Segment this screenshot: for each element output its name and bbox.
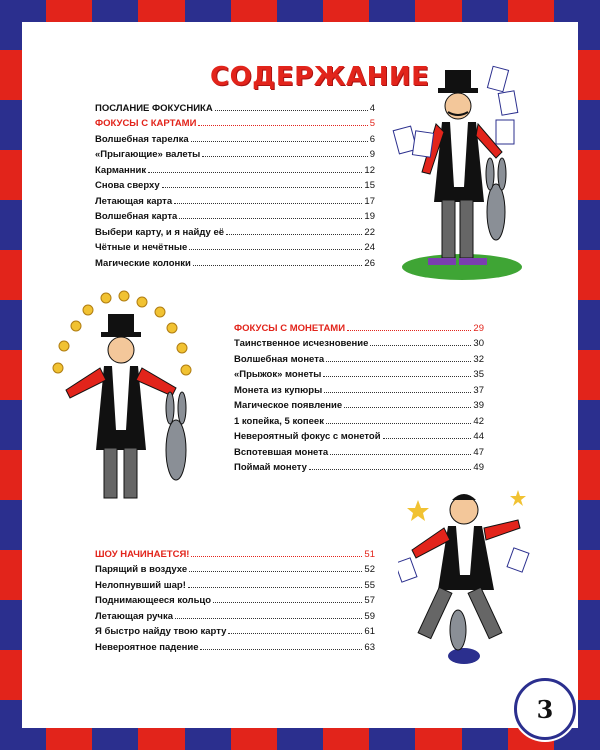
toc-entry-page: 5 [369,118,375,129]
border-stripe [578,100,600,150]
toc-entry [95,176,375,192]
magician-coins-illustration [36,290,206,505]
toc-leader-dots [309,469,472,470]
toc-entry-page: 26 [364,257,375,269]
border-stripe [508,0,554,22]
toc-entry-page: 4 [369,102,375,114]
border-stripe [462,728,508,750]
border-stripe [185,0,231,22]
toc-entry-label: Летающая карта [95,195,173,207]
border-stripe [277,728,323,750]
toc-entry [234,411,484,427]
border-stripe [46,0,92,22]
toc-leader-dots [202,156,367,157]
toc-entry-label: Волшебная монета [234,353,325,365]
toc-entry [95,591,375,607]
toc-leader-dots [215,110,368,111]
toc-leader-dots [383,438,472,439]
toc-entry-page: 57 [364,595,375,606]
border-stripe [231,728,277,750]
toc-entry [234,442,484,458]
toc-entry-label: Волшебная тарелка [95,133,189,145]
toc-entry-page: 52 [364,564,375,575]
toc-leader-dots [323,376,471,377]
toc-entry-label: ПОСЛАНИЕ ФОКУСНИКА [95,102,213,114]
toc-show-section [95,544,375,653]
toc-entry-page: 59 [364,610,375,622]
toc-entry [234,365,484,381]
border-stripe [578,150,600,200]
toc-leader-dots [179,218,362,219]
toc-leader-dots [326,423,471,424]
border-stripe [462,0,508,22]
border-stripe [0,300,22,350]
border-stripe [415,728,461,750]
border-stripe [578,300,600,350]
border-stripe [323,0,369,22]
border-stripe [0,150,22,200]
border-stripe [231,0,277,22]
toc-entry-label: Поднимающееся кольцо [95,595,212,606]
toc-entry [95,575,375,591]
toc-leader-dots [188,587,363,588]
border-stripe [0,50,22,100]
toc-entry-label: Я быстро найду твою карту [95,626,227,637]
toc-entry-page: 24 [364,242,375,253]
border-stripe [578,350,600,400]
toc-entry-label: Выбери карту, и я найду её [95,226,225,238]
border-stripe [0,0,22,50]
border-stripe [578,400,600,450]
toc-entry-page: 63 [364,641,375,653]
toc-entry-label: «Прыгающие» валеты [95,149,201,160]
toc-entry [95,544,375,560]
toc-entry-label: Магические колонки [95,257,191,269]
border-stripe [0,400,22,450]
toc-entry [234,458,484,474]
toc-leader-dots [193,265,363,266]
toc-entry [234,380,484,396]
border-bottom [0,728,600,750]
border-stripe [0,650,22,700]
toc-entry-label: Карманник [95,164,147,176]
toc-entry-label: Невероятное падение [95,641,199,653]
toc-entry-page: 42 [473,415,484,427]
toc-leader-dots [198,125,367,126]
toc-entry-page: 55 [364,579,375,591]
border-stripe [185,728,231,750]
border-stripe [277,0,323,22]
toc-entry [234,318,484,334]
page-number-badge: 3 [514,678,576,740]
toc-entry-label: Волшебная карта [95,211,178,222]
border-stripe [46,728,92,750]
border-stripe [323,728,369,750]
toc-entry-page: 9 [369,149,375,160]
toc-entry-label: ФОКУСЫ С КАРТАМИ [95,118,197,129]
border-stripe [415,0,461,22]
toc-entry-page: 15 [364,180,375,191]
border-stripe [92,728,138,750]
border-stripe [369,0,415,22]
toc-entry [234,427,484,443]
border-stripe [92,0,138,22]
toc-entry [95,238,375,254]
border-stripe [0,500,22,550]
toc-entry [95,253,375,269]
toc-leader-dots [191,556,362,557]
toc-entry-label: ФОКУСЫ С МОНЕТАМИ [234,322,346,334]
toc-leader-dots [189,571,362,572]
toc-entry-label: Таинственное исчезновение [234,338,369,349]
border-stripe [0,200,22,250]
toc-entry-label: Вспотевшая монета [234,446,329,458]
toc-leader-dots [324,392,471,393]
border-stripe [578,650,600,700]
border-stripe [0,450,22,500]
toc-entry-label: Нелопнувший шар! [95,579,186,591]
magician-show-illustration [398,480,538,670]
toc-leader-dots [228,633,362,634]
toc-entry-page: 61 [364,626,375,637]
border-stripe [369,728,415,750]
toc-entry [95,207,375,223]
toc-entry-page: 19 [364,211,375,222]
border-stripe [0,250,22,300]
toc-entry [95,637,375,653]
border-stripe [578,550,600,600]
toc-coins-section [234,318,484,473]
toc-leader-dots [213,602,362,603]
border-stripe [0,100,22,150]
border-stripe [578,450,600,500]
border-stripe [0,700,22,750]
border-stripe [0,350,22,400]
toc-entry-label: Поймай монету [234,462,307,473]
toc-leader-dots [370,345,471,346]
toc-leader-dots [326,361,471,362]
toc-entry [95,191,375,207]
toc-entry-page: 32 [473,353,484,365]
toc-leader-dots [347,330,471,331]
toc-entry-page: 30 [473,338,484,349]
border-stripe [578,0,600,50]
toc-entry-page: 39 [473,400,484,411]
toc-entry-label: «Прыжок» монеты [234,369,322,380]
border-stripe [578,200,600,250]
toc-leader-dots [200,649,362,650]
toc-entry-page: 6 [369,133,375,145]
border-stripe [578,50,600,100]
toc-entry [234,349,484,365]
border-stripe [578,700,600,750]
toc-entry [95,160,375,176]
toc-entry-label: Монета из купюры [234,384,323,396]
toc-entry-page: 51 [364,548,375,560]
toc-leader-dots [330,454,471,455]
toc-entry [95,622,375,638]
toc-leader-dots [226,234,362,235]
toc-entry [95,145,375,161]
border-right [578,0,600,750]
toc-entry-label: Снова сверху [95,180,160,191]
toc-entry [95,114,375,130]
toc-entry [95,98,375,114]
toc-entry-label: Магическое появление [234,400,343,411]
toc-entry-label: Невероятный фокус с монетой [234,431,381,442]
toc-entry [95,606,375,622]
toc-leader-dots [191,141,368,142]
border-left [0,0,22,750]
toc-leader-dots [174,203,362,204]
magician-cards-illustration [392,62,532,282]
toc-leader-dots [344,407,471,408]
toc-entry [234,334,484,350]
toc-entry-page: 12 [364,164,375,176]
toc-leader-dots [162,187,363,188]
border-stripe [578,500,600,550]
toc-cards-section [95,98,375,269]
toc-leader-dots [175,618,362,619]
toc-entry [95,222,375,238]
toc-entry [95,129,375,145]
border-stripe [0,550,22,600]
border-stripe [578,600,600,650]
toc-entry-page: 47 [473,446,484,458]
border-stripe [138,728,184,750]
toc-entry-page: 49 [473,462,484,473]
toc-entry-label: Чётные и нечётные [95,242,188,253]
toc-entry [234,396,484,412]
page-title: СОДЕРЖАНИЕ [210,62,430,92]
toc-entry-page: 29 [473,322,484,334]
toc-entry-page: 17 [364,195,375,207]
toc-leader-dots [189,249,362,250]
border-stripe [0,600,22,650]
toc-entry-label: Парящий в воздухе [95,564,188,575]
toc-entry-page: 35 [473,369,484,380]
toc-entry-page: 22 [364,226,375,238]
border-top [0,0,600,22]
toc-entry-page: 37 [473,384,484,396]
toc-entry-label: ШОУ НАЧИНАЕТСЯ! [95,548,190,560]
toc-entry-page: 44 [473,431,484,442]
toc-leader-dots [148,172,362,173]
toc-entry [95,560,375,576]
border-stripe [138,0,184,22]
toc-entry-label: 1 копейка, 5 копеек [234,415,324,427]
toc-entry-label: Летающая ручка [95,610,173,622]
border-stripe [578,250,600,300]
